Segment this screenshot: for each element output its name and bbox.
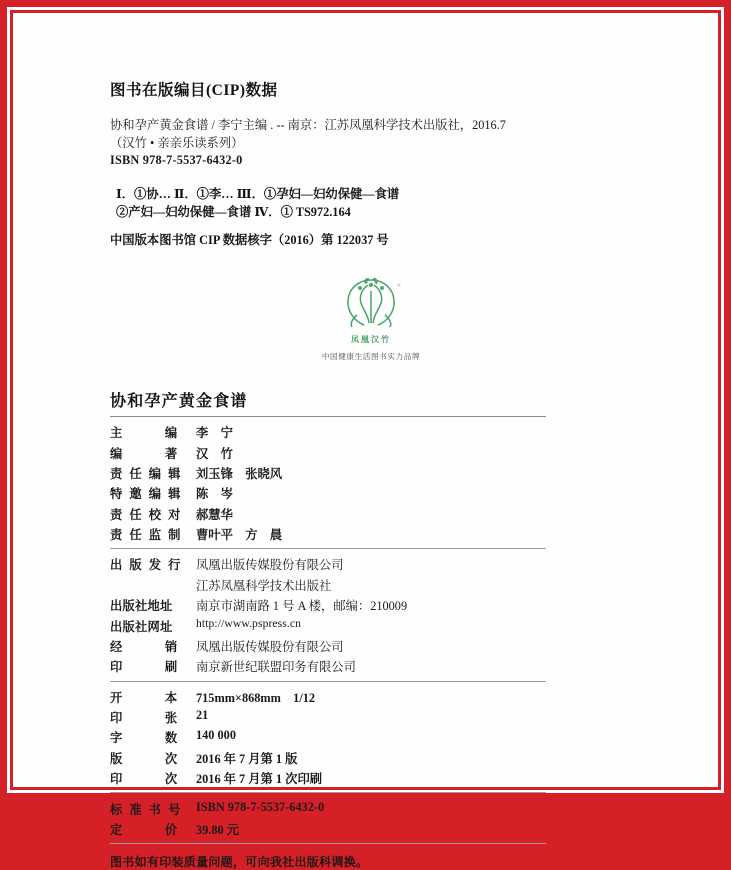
cip-catalog-number: 中国版本图书馆 CIP 数据核字（2016）第 122037 号 [110,233,389,247]
spec-row [110,748,322,768]
credit-label: 特 邀 编 辑 [110,487,183,502]
phoenix-emblem-icon [335,271,407,333]
credit-value: 汉 竹 [196,446,233,461]
publishing-row [110,595,407,615]
credit-label: 责 任 监 制 [110,528,183,543]
credit-row [110,422,282,442]
logo-mark-text: 凤凰汉竹 [351,335,391,344]
publishing-row [110,636,407,656]
spec-row [110,727,322,747]
divider-publishing [110,681,546,682]
credit-row [110,463,282,483]
publishing-label: 出 版 发 行 [110,558,183,573]
publishing-label: 出版社地址 [110,599,173,614]
svg-text:®: ® [397,284,401,289]
identifier-label: 定 价 [110,822,184,837]
cip-series-line: （汉竹 • 亲亲乐读系列） [110,135,244,150]
isbn-value: ISBN 978-7-5537-6432-0 [196,799,325,814]
publishing-label: 经 销 [110,639,184,654]
quality-note: 图书如有印装质量问题，可向我社出版科调换。 [110,855,369,870]
cip-isbn-line: ISBN 978-7-5537-6432-0 [110,153,243,167]
logo-caption: 中国健康生活图书实力品牌 [321,352,421,361]
publishing-row [110,615,407,635]
book-title: 协和孕产黄金食谱 [110,393,248,410]
publishing-row [110,575,407,595]
identifiers-group [110,798,550,839]
divider-credits [110,548,546,549]
publishing-group [110,554,550,676]
publishing-value: 南京市湖南路 1 号 A 楼，邮编：210009 [196,599,408,614]
spec-value: 2016 年 7 月第 1 次印刷 [196,772,323,787]
spec-label: 印 次 [110,772,184,787]
spec-row [110,687,322,707]
identifier-label: 标 准 书 号 [110,802,183,817]
spec-label: 版 次 [110,751,184,766]
publishing-row [110,554,407,574]
spec-label: 印 张 [110,711,184,726]
copyright-page [13,13,718,870]
spec-row [110,768,322,788]
colophon-block [110,388,550,870]
identifier-row [110,819,324,839]
price-value: 39.80 元 [196,822,240,837]
publishing-label: 出版社网址 [110,619,173,634]
credit-row [110,504,282,524]
publisher-logo [311,271,431,362]
publishing-label [110,575,196,595]
identifier-row [110,798,324,818]
spec-value: 715mm×868mm 1/12 [196,690,316,705]
cip-heading: 图书在版编目(CIP)数据 [110,82,278,99]
credit-value: 李 宁 [196,426,233,441]
publisher-website[interactable]: http://www.pspress.cn [196,616,302,630]
divider-specs [110,792,546,793]
credit-row [110,442,282,462]
publishing-value: 凤凰出版传媒股份有限公司 [196,639,344,654]
cip-classification-block [116,185,676,221]
spec-value: 140 000 [196,728,236,743]
publishing-label: 印 刷 [110,660,184,675]
credit-label: 编 著 [110,446,184,461]
spec-value: 2016 年 7 月第 1 版 [196,751,298,766]
divider-identifiers [110,843,546,844]
credits-group [110,422,550,544]
credit-row [110,483,282,503]
credit-label: 责 任 校 对 [110,507,183,522]
credit-value: 刘玉锋 张晓风 [196,466,283,481]
classification-line-1: Ⅰ．①协… Ⅱ．①李… Ⅲ．①孕妇—妇幼保健—食谱 [116,187,400,201]
cip-data-block [110,117,670,170]
credit-row [110,524,282,544]
publishing-value: 凤凰出版传媒股份有限公司 [196,558,344,573]
publishing-row [110,656,407,676]
credit-value: 郝慧华 [196,507,233,522]
credit-label: 责 任 编 辑 [110,466,183,481]
spec-row [110,707,322,727]
cip-description-line: 协和孕产黄金食谱 / 李宁主编 . -- 南京：江苏凤凰科学技术出版社，2016.7 [110,118,506,132]
specs-group [110,687,550,789]
credit-value: 陈 岑 [196,487,233,502]
publishing-value: 南京新世纪联盟印务有限公司 [196,660,356,675]
divider-title [110,416,546,417]
classification-line-2: ②产妇—妇幼保健—食谱 Ⅳ．① TS972.164 [116,205,351,219]
credit-label: 主 编 [110,426,184,441]
spec-label: 字 数 [110,731,184,746]
credit-value: 曹叶平 方 晨 [196,528,283,543]
spec-label: 开 本 [110,690,184,705]
publishing-value: 江苏凤凰科学技术出版社 [196,578,332,593]
spec-value: 21 [196,708,209,723]
